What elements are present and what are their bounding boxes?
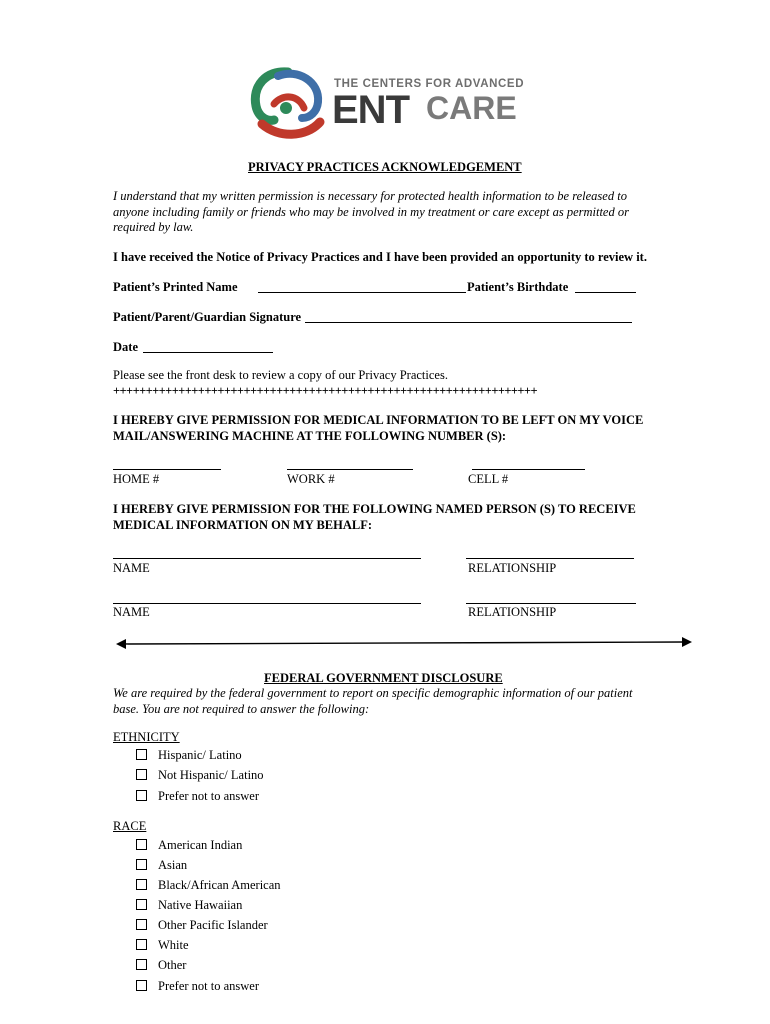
home-label: HOME # (113, 472, 160, 486)
ethnicity-label: ETHNICITY (113, 730, 180, 744)
checkbox[interactable] (136, 919, 147, 930)
privacy-intro: I understand that my written permission is necessary for protected health information to be released to anyone including family or friends who may be involved in my treatment or care except as permitted or required by law. (113, 189, 629, 234)
option-label: Native Hawaiian (158, 898, 243, 912)
checkbox[interactable] (136, 749, 147, 760)
printed-name-label: Patient’s Printed Name (113, 280, 238, 294)
checkbox[interactable] (136, 839, 147, 850)
relationship-label-2: RELATIONSHIP (468, 605, 557, 619)
option-label: Prefer not to answer (158, 979, 260, 993)
logo-tagline: THE CENTERS FOR ADVANCED (334, 78, 525, 90)
race-label: RACE (113, 819, 147, 833)
checkbox[interactable] (136, 959, 147, 970)
relationship-label-1: RELATIONSHIP (468, 561, 557, 575)
work-label: WORK # (287, 472, 335, 486)
relationship-field-2[interactable] (466, 603, 636, 604)
date-label: Date (113, 340, 138, 354)
checkbox[interactable] (136, 939, 147, 950)
option-label: Other (158, 958, 187, 972)
named-person-heading-line1: I HEREBY GIVE PERMISSION FOR THE FOLLOWING NAMED PERSON (S) TO RECEIVE (113, 502, 636, 516)
front-desk-note: Please see the front desk to review a copy of our Privacy Practices. (113, 368, 448, 382)
privacy-title: PRIVACY PRACTICES ACKNOWLEDGEMENT (248, 160, 522, 174)
option-label: Hispanic/ Latino (158, 748, 242, 762)
work-number-field[interactable] (287, 469, 413, 470)
signature-field[interactable] (305, 322, 632, 323)
cell-number-field[interactable] (472, 469, 585, 470)
printed-name-field[interactable] (258, 292, 466, 293)
relationship-field-1[interactable] (466, 558, 634, 559)
home-number-field[interactable] (113, 469, 221, 470)
logo-care: CARE (426, 90, 517, 126)
checkbox[interactable] (136, 899, 147, 910)
name-label-2: NAME (113, 605, 150, 619)
logo-ent: ENT (332, 88, 409, 132)
cell-label: CELL # (468, 472, 509, 486)
birthdate-label: Patient’s Birthdate (467, 280, 569, 294)
voicemail-heading-line1: I HEREBY GIVE PERMISSION FOR MEDICAL INFORMATION TO BE LEFT ON MY VOICE (113, 413, 644, 427)
name-field-2[interactable] (113, 603, 421, 604)
checkbox[interactable] (136, 879, 147, 890)
birthdate-field[interactable] (575, 292, 636, 293)
ent-care-logo (248, 64, 538, 144)
named-person-heading-line2: MEDICAL INFORMATION ON MY BEHALF: (113, 518, 373, 532)
option-label: Black/African American (158, 878, 281, 892)
name-label-1: NAME (113, 561, 150, 575)
federal-title: FEDERAL GOVERNMENT DISCLOSURE (264, 671, 503, 685)
checkbox[interactable] (136, 769, 147, 780)
federal-intro: We are required by the federal government to report on specific demographic information of our patient base. You are not required to answer the following: (113, 686, 633, 716)
separator-line: +++++++++++++++++++++++++++++++++++++++++++++++++++++++++++++++++ (113, 384, 537, 398)
option-label: Other Pacific Islander (158, 918, 268, 932)
date-field[interactable] (143, 352, 273, 353)
checkbox[interactable] (136, 980, 147, 991)
double-arrow-divider (116, 636, 692, 650)
checkbox[interactable] (136, 790, 147, 801)
option-label: Prefer not to answer (158, 789, 260, 803)
option-label: American Indian (158, 838, 243, 852)
signature-label: Patient/Parent/Guardian Signature (113, 310, 302, 324)
option-label: White (158, 938, 189, 952)
voicemail-heading-line2: MAIL/ANSWERING MACHINE AT THE FOLLOWING NUMBER (S): (113, 429, 507, 443)
name-field-1[interactable] (113, 558, 421, 559)
option-label: Asian (158, 858, 188, 872)
checkbox[interactable] (136, 859, 147, 870)
privacy-received: I have received the Notice of Privacy Practices and I have been provided an opportunity to review it. (113, 250, 647, 264)
ent-logo-icon (248, 64, 333, 142)
option-label: Not Hispanic/ Latino (158, 768, 264, 782)
